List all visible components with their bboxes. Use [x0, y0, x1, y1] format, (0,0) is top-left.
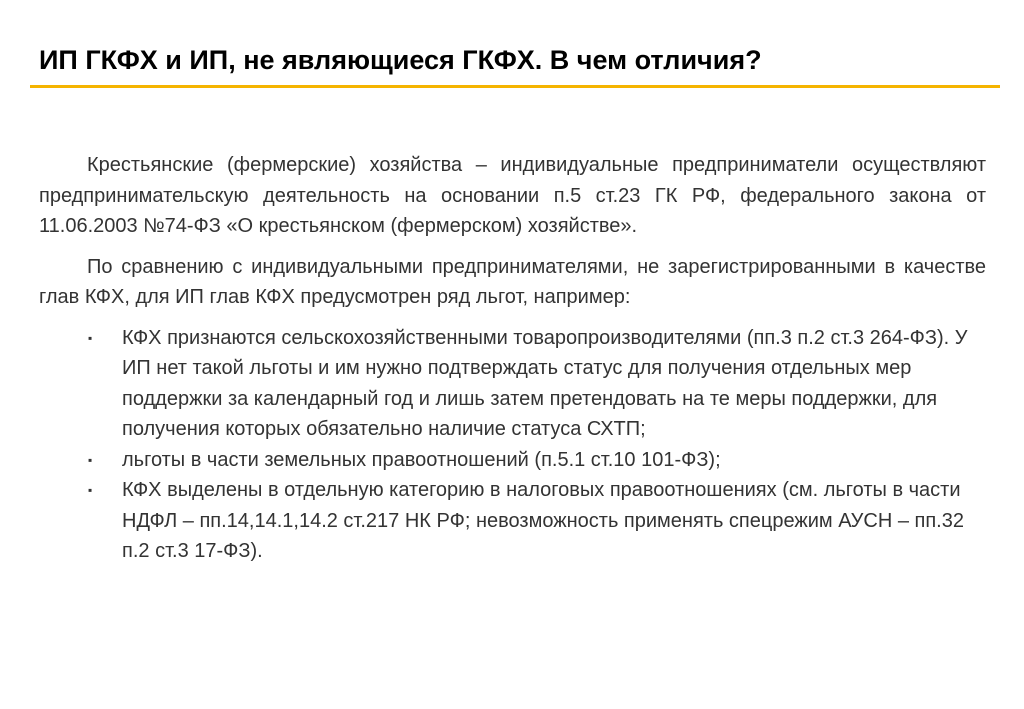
square-bullet-icon: ▪: [88, 330, 93, 345]
paragraph-benefits-intro: По сравнению с индивидуальными предпринимателями, не зарегистрированными в качестве глав КФХ, для ИП глав КФХ предусмотрен ряд льгот, например:: [39, 255, 986, 308]
list-item: [39, 475, 986, 567]
list-item-text: КФХ признаются сельскохозяйственными товаропроизводителями (пп.3 п.2 ст.3 264-ФЗ). У ИП нет такой льготы и им нужно подтверждать статус для получения отдельных мер поддержки за календарный год и лишь затем претендовать на те меры поддержки, для получения которых обязательно наличие статуса СХТП;: [122, 326, 968, 440]
paragraph-kfh-legal-basis: Крестьянские (фермерские) хозяйства – индивидуальные предприниматели осуществляют предпринимательскую деятельность на основании п.5 ст.23 ГК РФ, федерального закона от 11.06.2003 №74-ФЗ «О крестьянском (фермерском) хозяйстве».: [39, 154, 986, 237]
list-item: [39, 323, 986, 445]
benefits-list: [39, 323, 986, 567]
title-underline: [30, 85, 1000, 88]
square-bullet-icon: ▪: [88, 452, 93, 467]
slide-body: [39, 150, 986, 567]
slide-title: ИП ГКФХ и ИП, не являющиеся ГКФХ. В чем отличия?: [39, 45, 762, 75]
list-item: [39, 445, 986, 476]
list-item-text: льготы в части земельных правоотношений (п.5.1 ст.10 101-ФЗ);: [122, 448, 721, 471]
list-item-text: КФХ выделены в отдельную категорию в налоговых правоотношениях (см. льготы в части НДФЛ – пп.14,14.1,14.2 ст.217 НК РФ; невозможность применять спецрежим АУСН – пп.32 п.2 ст.3 17-ФЗ).: [122, 479, 964, 562]
square-bullet-icon: ▪: [88, 483, 93, 497]
